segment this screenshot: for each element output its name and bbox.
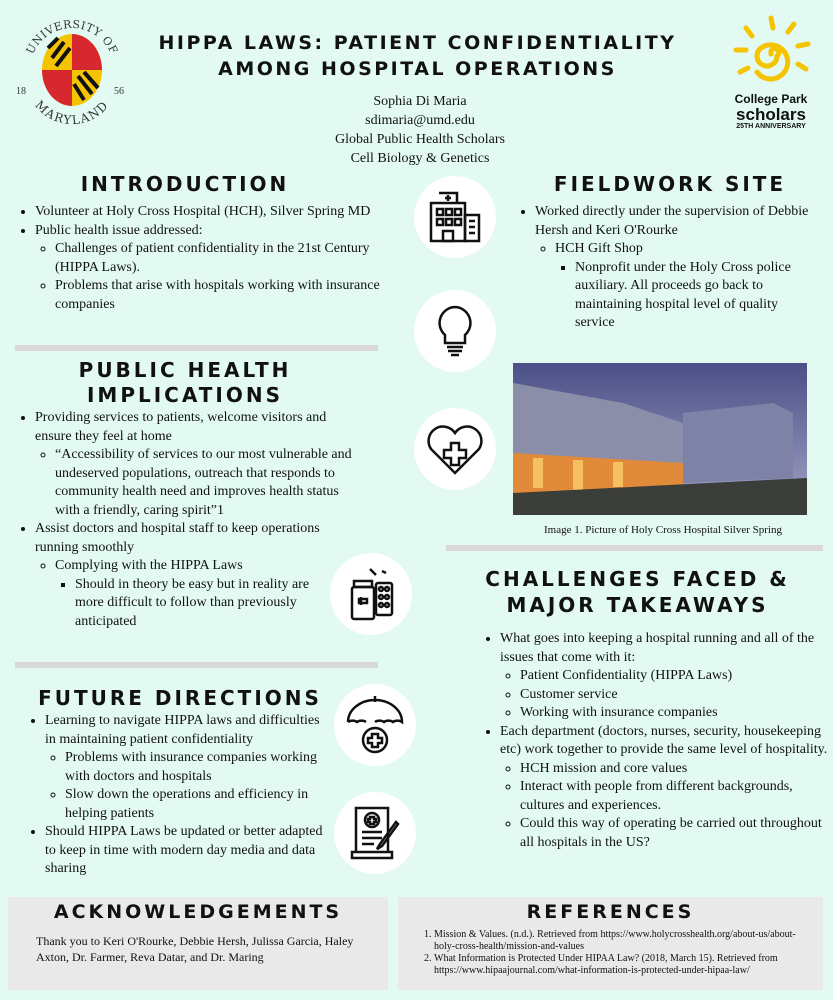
- author-block: [250, 92, 590, 168]
- hospital-icon: [414, 176, 496, 258]
- sub-bullet: HCH Gift Shop: [555, 241, 643, 256]
- bullet: Providing services to patients, welcome visitors and ensure they feel at home: [35, 410, 327, 444]
- acknowledgements-box: [8, 897, 388, 990]
- umd-arc-bottom: MARYLAND: [32, 97, 112, 128]
- public-health-heading: [15, 358, 355, 408]
- author-major: Cell Biology & Genetics: [350, 151, 490, 166]
- acknowledgements-heading: ACKNOWLEDGEMENTS: [53, 901, 343, 923]
- fieldwork-section: [515, 203, 820, 333]
- bullet: Each department (doctors, nurses, security, housekeeping etc) work together to provide the same level of hospitality.: [500, 723, 828, 757]
- references-box: [398, 897, 823, 990]
- sub-sub-bullet: ▪ Should in theory be easy but in reality are more difficult to follow than previously anticipated: [75, 576, 335, 632]
- bullet: Worked directly under the supervision of Debbie Hersh and Keri O'Rourke: [535, 204, 809, 238]
- bullet: • Volunteer at Holy Cross Hospital (HCH), Silver Spring MD: [35, 203, 380, 222]
- introduction-heading: INTRODUCTION: [80, 172, 290, 196]
- poster-title: [120, 30, 715, 82]
- hospital-photo: [513, 363, 807, 515]
- sub-bullet: ◦ HCH mission and core values: [520, 760, 828, 779]
- sub-bullet: ◦ Customer service: [520, 686, 828, 705]
- sub-sub-bullet: ▪ Nonprofit under the Holy Cross police auxiliary. All proceeds go back to maintaining hospital level of quality service: [575, 259, 820, 333]
- public-health-section: [15, 409, 355, 631]
- sub-bullet: ◦ Patient Confidentiality (HIPPA Laws): [520, 667, 828, 686]
- title-line-1: HIPPA LAWS: PATIENT CONFIDENTIALITY: [158, 32, 677, 54]
- author-email: sdimaria@umd.edu: [365, 113, 475, 128]
- umd-year-left: 18: [16, 86, 26, 97]
- sub-bullet: ◦ Slow down the operations and efficiency in helping patients: [65, 786, 330, 823]
- author-program: Global Public Health Scholars: [335, 132, 505, 147]
- reference-item: 1. Mission & Values. (n.d.). Retrieved from https://www.holycrosshealth.org/about-us/about-holy-cross-health/mission-and-values: [434, 929, 815, 953]
- divider: [446, 545, 823, 551]
- medicine-pills-icon: [330, 553, 412, 635]
- challenges-section: [480, 630, 828, 852]
- heading-line: MAJOR TAKEAWAYS: [506, 593, 769, 617]
- sub-bullet: Complying with the HIPPA Laws: [55, 558, 243, 573]
- bullet: Learning to navigate HIPPA laws and difficulties in maintaining patient confidentiality: [45, 713, 320, 747]
- challenges-heading: [470, 566, 805, 618]
- bullet: What goes into keeping a hospital running and all of the issues that come with it:: [500, 631, 815, 665]
- photo-caption: Image 1. Picture of Holy Cross Hospital Silver Spring: [543, 524, 782, 536]
- scholars-logo: [716, 14, 826, 134]
- sub-bullet: ◦ Challenges of patient confidentiality in the 21st Century (HIPPA Laws).: [55, 240, 380, 277]
- future-directions-heading: FUTURE DIRECTIONS: [38, 686, 322, 710]
- sub-bullet: ◦ “Accessibility of services to our most vulnerable and undeserved populations, outreach that responds to community health need and improves health status with a friendly, caring spirit”1: [55, 446, 355, 520]
- title-line-2: AMONG HOSPITAL OPERATIONS: [218, 58, 617, 80]
- umd-year-right: 56: [114, 86, 124, 97]
- sun-spiral-icon: [726, 14, 816, 89]
- future-directions-section: [25, 712, 330, 879]
- scholars-line2: scholars: [736, 105, 806, 124]
- bullet: • Should HIPPA Laws be updated or better adapted to keep in time with modern day media and data sharing: [45, 823, 330, 879]
- sub-bullet: ◦ Problems that arise with hospitals working with insurance companies: [55, 277, 380, 314]
- umd-arc-top: UNIVERSITY OF: [23, 17, 121, 57]
- sub-bullet: ◦ Working with insurance companies: [520, 704, 828, 723]
- umbrella-health-icon: [334, 684, 416, 766]
- heading-line: PUBLIC HEALTH: [78, 358, 292, 382]
- umd-logo: [12, 8, 132, 128]
- heart-cross-icon: [414, 408, 496, 490]
- reference-item: 2. What Information is Protected Under HIPAA Law? (2018, March 15). Retrieved from https://www.hipaajournal.com/what-information-is-protected-under-hipaa-law/: [434, 953, 815, 977]
- references-heading: REFERENCES: [526, 901, 695, 923]
- lightbulb-icon: [414, 290, 496, 372]
- author-name: Sophia Di Maria: [373, 94, 467, 109]
- medical-document-icon: [334, 792, 416, 874]
- bullet: Public health issue addressed:: [35, 222, 203, 238]
- sub-bullet: ◦ Interact with people from different backgrounds, cultures and experiences.: [520, 778, 828, 815]
- sub-bullet: ◦ Could this way of operating be carried out throughout all hospitals in the US?: [520, 815, 828, 852]
- bullet: Assist doctors and hospital staff to keep operations running smoothly: [35, 521, 320, 555]
- sub-bullet: ◦ Problems with insurance companies working with doctors and hospitals: [65, 749, 330, 786]
- fieldwork-heading: FIELDWORK SITE: [553, 172, 787, 196]
- divider: [15, 345, 378, 351]
- scholars-line1: College Park: [734, 92, 808, 106]
- acknowledgements-text: Thank you to Keri O'Rourke, Debbie Hersh, Julissa Garcia, Haley Axton, Dr. Farmer, Reva Datar, and Dr. Maring: [36, 934, 354, 964]
- introduction-section: [15, 203, 380, 314]
- heading-line: IMPLICATIONS: [86, 383, 284, 407]
- divider: [15, 662, 378, 668]
- scholars-line3: 25TH ANNIVERSARY: [736, 123, 806, 130]
- heading-line: CHALLENGES FACED &: [485, 567, 790, 591]
